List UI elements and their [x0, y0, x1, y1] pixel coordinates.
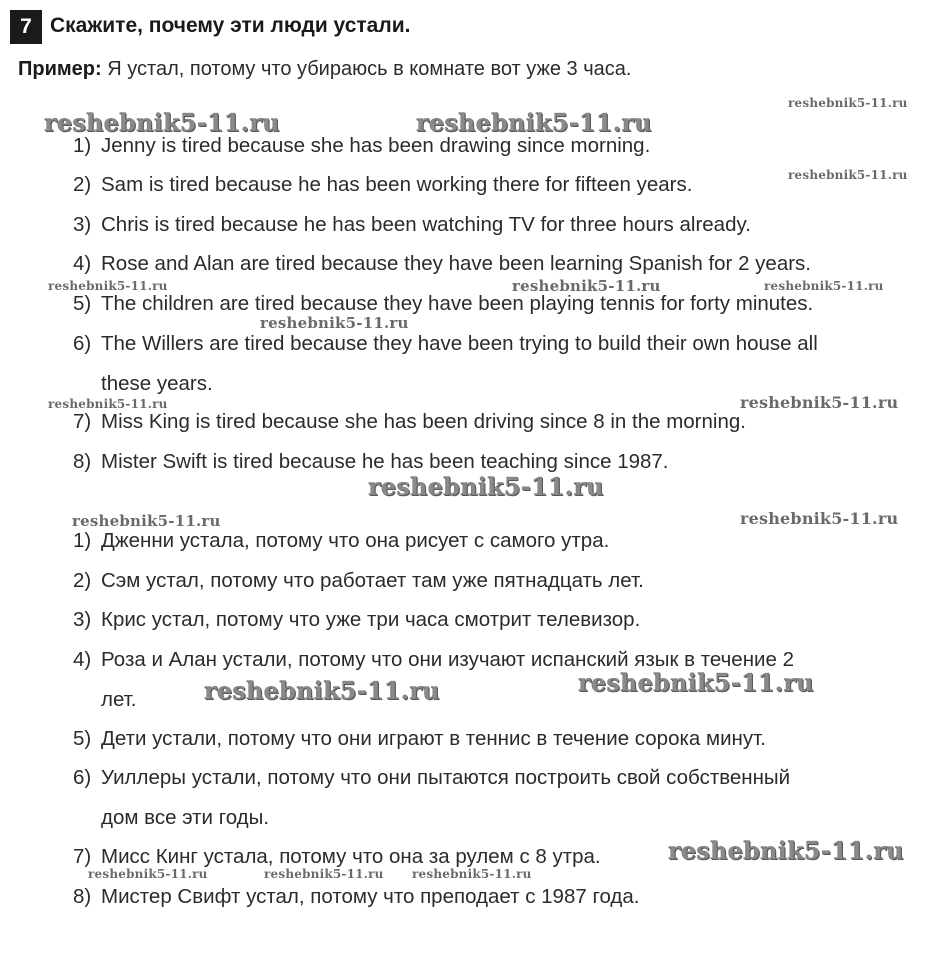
item-text: Jenny is tired because she has been drawing since morning. — [101, 134, 651, 157]
watermark: reshebnik5-11.ru — [740, 393, 899, 412]
english-item-5 — [73, 284, 813, 324]
watermark: reshebnik5-11.ru — [44, 108, 280, 137]
russian-item-8 — [73, 877, 640, 917]
task-number: 7 — [10, 10, 42, 44]
item-number: 5) — [73, 727, 92, 750]
watermark: reshebnik5-11.ru — [412, 867, 532, 881]
item-text: Дженни устала, потому что она рисует с самого утра. — [101, 529, 610, 552]
russian-item-2 — [73, 561, 644, 601]
watermark: reshebnik5-11.ru — [788, 168, 908, 182]
item-text: Крис устал, потому что уже три часа смотрит телевизор. — [101, 608, 641, 631]
english-item-4 — [73, 244, 811, 284]
item-number: 8) — [73, 885, 92, 908]
watermark: reshebnik5-11.ru — [48, 279, 168, 293]
item-number: 7) — [73, 410, 92, 433]
item-text: Rose and Alan are tired because they have been learning Spanish for 2 years. — [101, 252, 811, 275]
item-text: Mister Swift is tired because he has been teaching since 1987. — [101, 450, 669, 473]
item-text: Мисс Кинг устала, потому что она за рулем с 8 утра. — [101, 845, 601, 868]
english-item-7 — [73, 402, 746, 442]
english-item-6 — [73, 324, 918, 404]
item-number: 7) — [73, 845, 92, 868]
watermark: reshebnik5-11.ru — [740, 509, 899, 528]
watermark: reshebnik5-11.ru — [788, 96, 908, 110]
item-text: Уиллеры устали, потому что они пытаются построить свой собственный — [101, 766, 791, 789]
watermark: reshebnik5-11.ru — [668, 836, 904, 865]
russian-item-3 — [73, 600, 640, 640]
item-text: Мистер Свифт устал, потому что преподает с 1987 года. — [101, 885, 640, 908]
item-text: The children are tired because they have been playing tennis for forty minutes. — [101, 292, 814, 315]
item-number: 3) — [73, 213, 92, 236]
example — [18, 58, 631, 81]
english-item-3 — [73, 205, 751, 245]
watermark: reshebnik5-11.ru — [764, 279, 884, 293]
item-text: Chris is tired because he has been watching TV for three hours already. — [101, 213, 751, 236]
watermark: reshebnik5-11.ru — [204, 676, 440, 705]
example-text: Я устал, потому что убираюсь в комнате вот уже 3 часа. — [107, 58, 632, 80]
item-number: 6) — [73, 766, 92, 789]
item-number: 2) — [73, 173, 92, 196]
english-item-2 — [73, 165, 692, 205]
item-text: Дети устали, потому что они играют в теннис в течение сорока минут. — [101, 727, 766, 750]
watermark: reshebnik5-11.ru — [260, 314, 409, 332]
example-label: Пример: — [18, 58, 102, 80]
item-text: Сэм устал, потому что работает там уже пятнадцать лет. — [101, 569, 644, 592]
item-text-continuation: лет. — [101, 688, 137, 711]
item-number: 5) — [73, 292, 92, 315]
watermark: reshebnik5-11.ru — [578, 668, 814, 697]
watermark: reshebnik5-11.ru — [416, 108, 652, 137]
item-text-continuation: дом все эти годы. — [101, 806, 270, 829]
watermark: reshebnik5-11.ru — [48, 397, 168, 411]
watermark: reshebnik5-11.ru — [368, 472, 604, 501]
item-number: 6) — [73, 332, 92, 355]
item-number: 1) — [73, 134, 92, 157]
item-number: 2) — [73, 569, 92, 592]
russian-item-6 — [73, 758, 918, 838]
item-text: The Willers are tired because they have been trying to build their own house all — [101, 332, 818, 355]
item-number: 8) — [73, 450, 92, 473]
watermark: reshebnik5-11.ru — [72, 512, 221, 530]
watermark: reshebnik5-11.ru — [512, 277, 661, 295]
task-title: Скажите, почему эти люди устали. — [50, 14, 411, 37]
item-text-continuation: these years. — [101, 372, 213, 395]
watermark: reshebnik5-11.ru — [88, 867, 208, 881]
item-text: Роза и Алан устали, потому что они изучают испанский язык в течение 2 — [101, 648, 794, 671]
item-number: 4) — [73, 252, 92, 275]
item-number: 1) — [73, 529, 92, 552]
item-number: 3) — [73, 608, 92, 631]
watermark: reshebnik5-11.ru — [264, 867, 384, 881]
item-text: Sam is tired because he has been working there for fifteen years. — [101, 173, 693, 196]
item-number: 4) — [73, 648, 92, 671]
russian-item-5 — [73, 719, 766, 759]
item-text: Miss King is tired because she has been driving since 8 in the morning. — [101, 410, 746, 433]
